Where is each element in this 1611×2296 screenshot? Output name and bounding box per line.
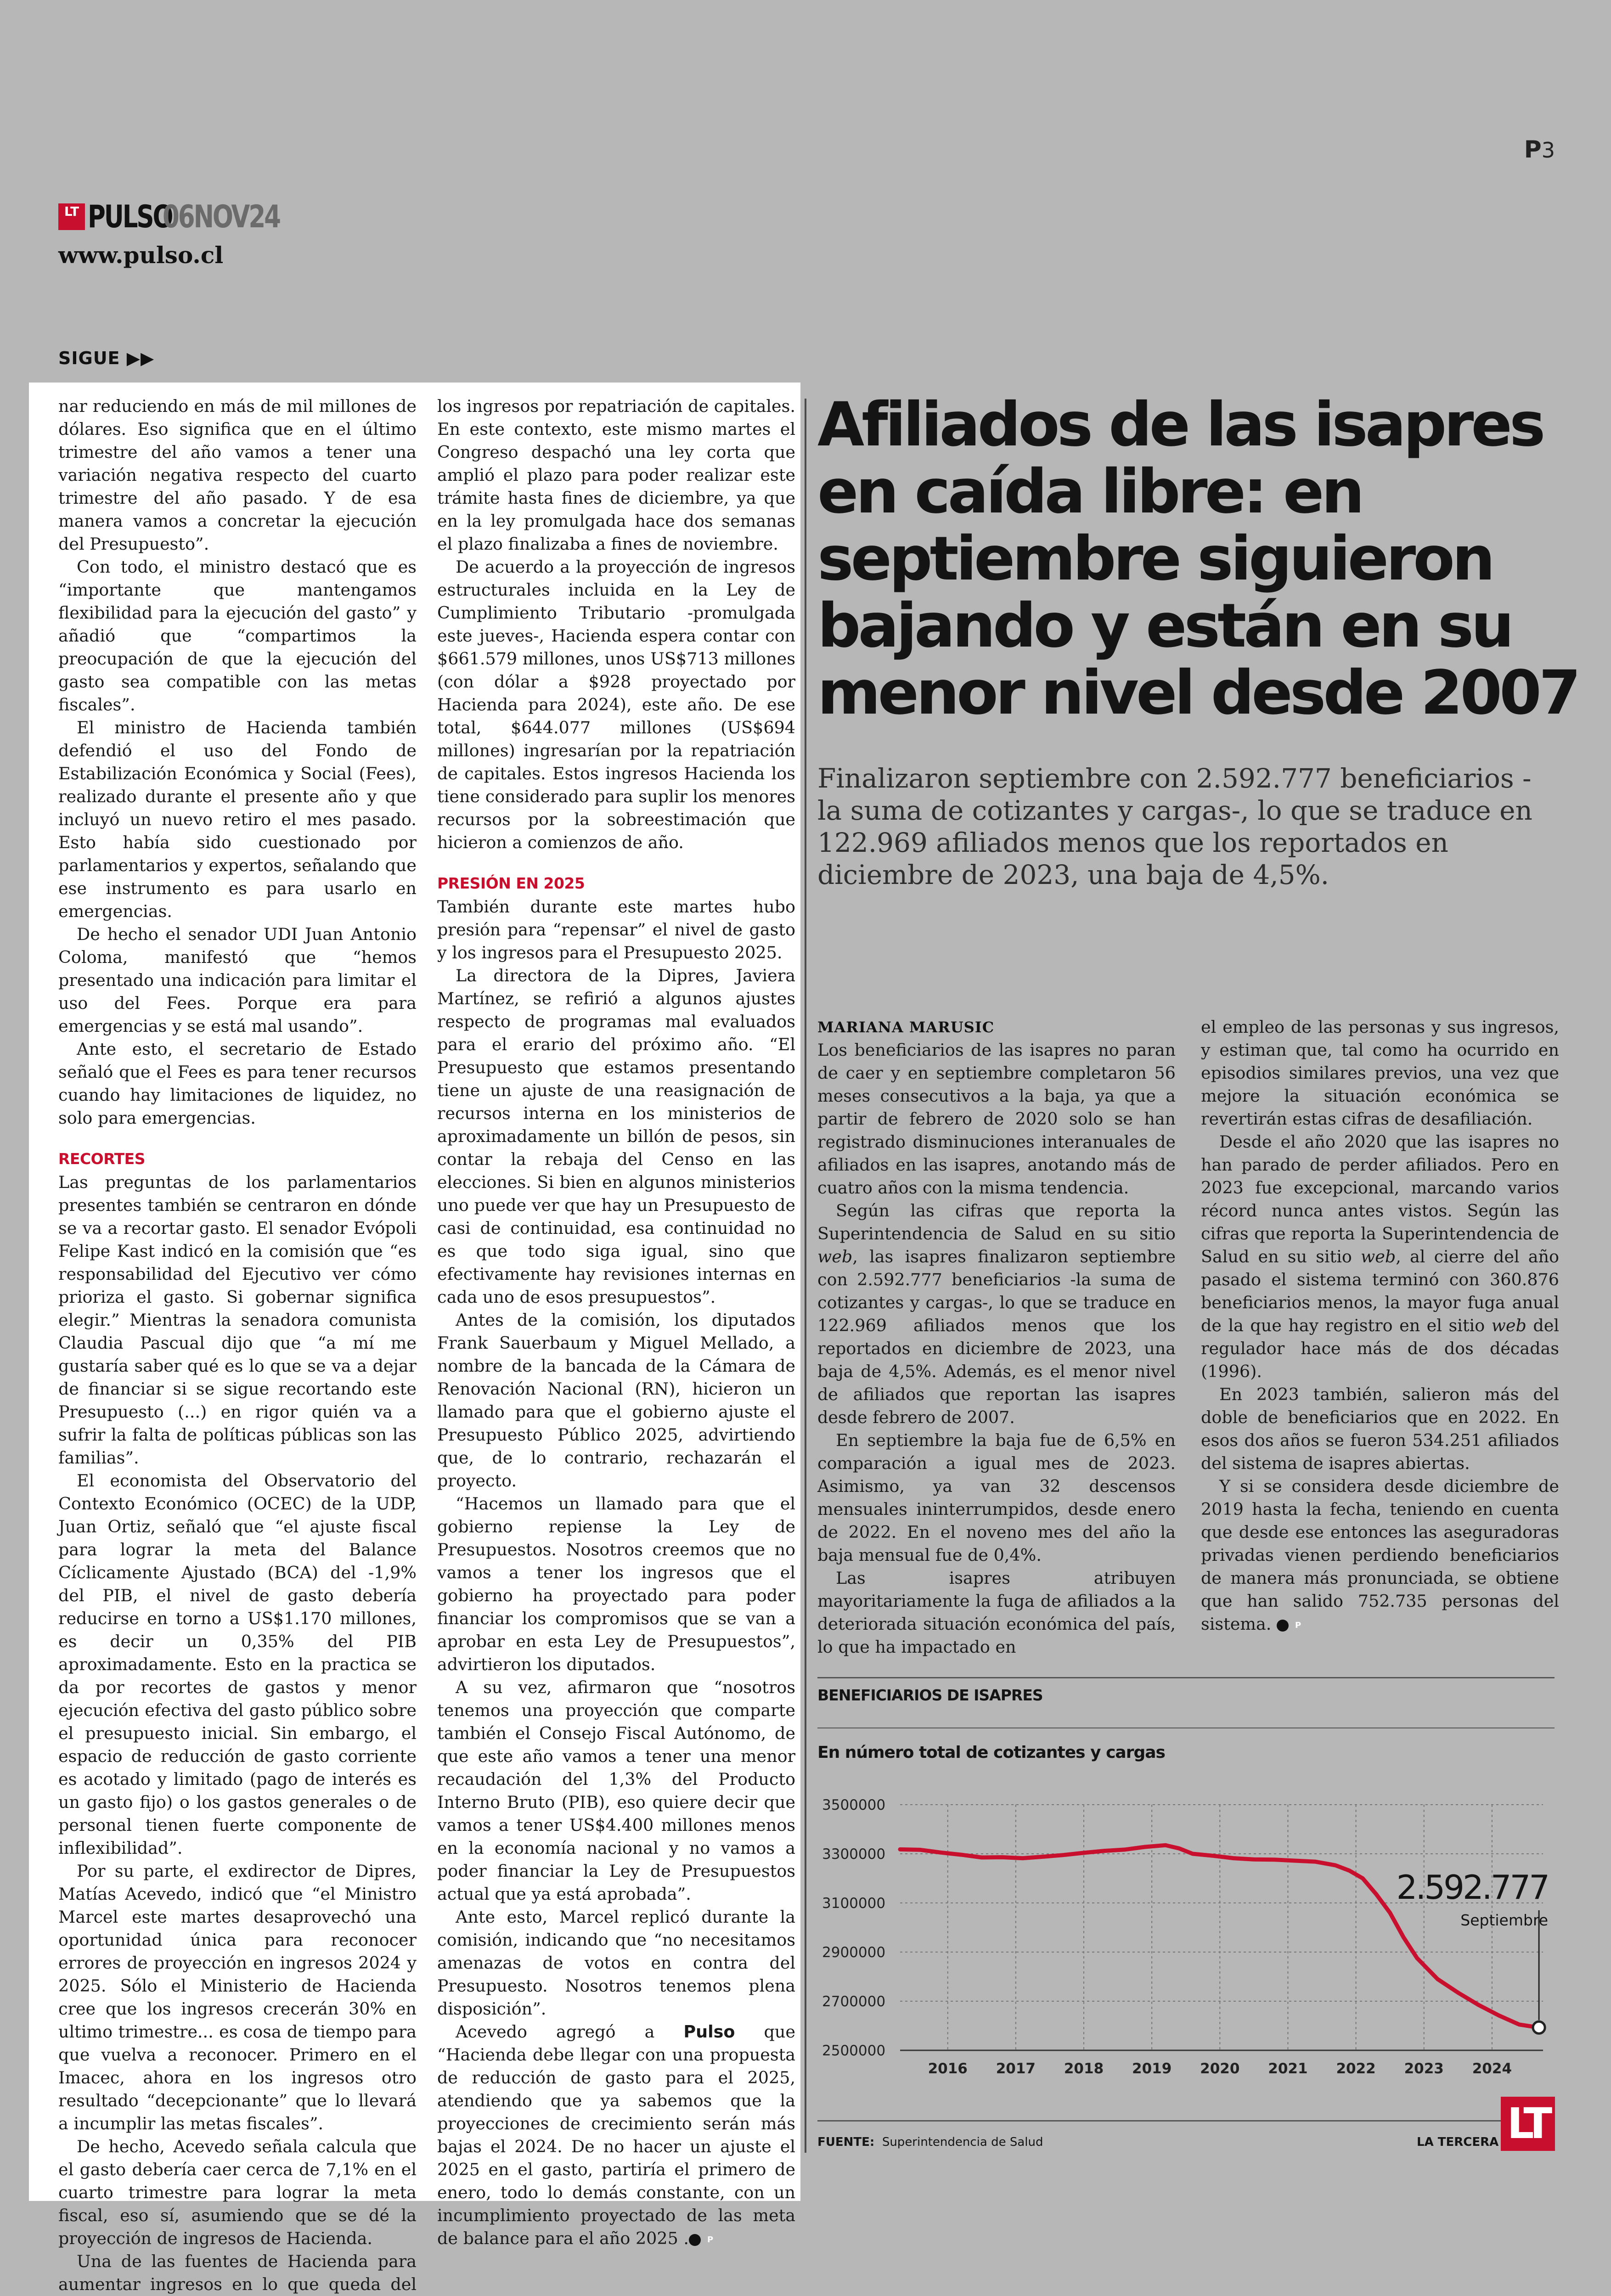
x-tick-label: 2022 — [1336, 2060, 1376, 2077]
paragraph: La directora de la Dipres, Javiera Martínez, se refirió a algunos ajustes respecto de programas mal evaluados para el erario del próximo año. “El Presupuesto que estamos presentando tiene un ajuste de una reasignación de recursos interna en los ministerios de aproximadamente un billón de pesos, sin contar la rebaja del Censo en las elecciones. Si bien en algunos ministerios uno puede ver que hay un Presupuesto de casi de continuidad, esa continuidad no es que todo siga igual, sino que efectivamente hay revisiones internas en cada uno de esos presupuestos”. — [437, 966, 795, 1307]
chart-source: FUENTE: Superintendencia de Salud — [817, 2135, 1043, 2149]
paragraph: Desde el año 2020 que las isapres no han parado de perder afiliados. Pero en 2023 fue excepcional, marcando varios récord nunca antes vistos. Según las cifras que reporta la Superintendencia de Salud en su sitio web, al cierre del año pasado el sistema terminó con 360.876 beneficiarios menos, la mayor fuga anual de la que hay registro en el sitio web del regulador hace más de dos décadas (1996). — [1201, 1132, 1559, 1381]
y-tick-label: 3500000 — [822, 1797, 886, 1813]
x-tick-label: 2023 — [1404, 2060, 1444, 2077]
left-article-column-1 — [58, 395, 417, 2296]
paragraph: Ante esto, el secretario de Estado señaló que el Fees es para tener recursos cuando hay limitaciones de liquidez, no solo para emergencias. — [58, 1039, 417, 1128]
paragraph: Ante esto, Marcel replicó durante la comisión, indicando que “no necesitamos amenazas de votos en contra del Presupuesto. Nosotros tenemos plena disposición”. — [437, 1907, 795, 2019]
annotation-value: 2.592.777 — [1396, 1868, 1549, 1907]
x-tick-label: 2016 — [928, 2060, 968, 2077]
chart-x-axis — [928, 2060, 1512, 2077]
paragraph: Por su parte, el exdirector de Dipres, Matías Acevedo, indicó que “el Ministro Marcel este martes desaprovechó una oportunidad única para reconocer errores de proyección en ingresos 2024 y 2025. Sólo el Ministerio de Hacienda cree que los ingresos crecerán 30% en ultimo trimestre... es cosa de tiempo para que vuelva a reconocer. Primero en el Imacec, ahora en los ingresos otro resultado “decepcionante” que lo llevará a incumplir las metas fiscales”. — [58, 1861, 417, 2133]
paragraph: nar reduciendo en más de mil millones de dólares. Eso significa que en el último trimestre del año vamos a tener una variación negativa respecto del cuarto trimestre del año pasado. Y de esa manera vamos a concretar la ejecución del Presupuesto”. — [58, 396, 417, 554]
byline: MARIANA MARUSIC — [817, 1019, 995, 1036]
masthead — [58, 198, 313, 235]
chart-title: BENEFICIARIOS DE ISAPRES — [817, 1686, 1043, 1704]
end-of-article-icon: P — [689, 2234, 701, 2246]
paragraph: A su vez, afirmaron que “nosotros tenemos una proyección que comparte también el Consejo Fiscal Autónomo, de que este año vamos a tener una menor recaudación del 1,3% del Producto Interno Bruto (PIB), eso quiere decir que vamos a tener US$4.400 millones menos en la economía nacional y no vamos a poder financiar la Ley de Presupuestos actual que ya está aprobada”. — [437, 1677, 795, 1904]
chart-gridlines — [900, 1805, 1543, 2050]
paragraph: Acevedo agregó a Pulso que “Hacienda debe llegar con una propuesta de reducción de gasto para el 2025, atendiendo que ya sabemos que la proyecciones de crecimiento serán más bajas el 2024. De no hacer un ajuste el 2025 en el gasto, partiría el primero de enero, todo lo demás constante, con un incumplimiento proyectado de las meta de balance para el año 2025 . P — [437, 2022, 795, 2248]
x-tick-label: 2017 — [996, 2060, 1036, 2077]
lt-badge-logo: LT — [58, 203, 85, 230]
x-tick-label: 2024 — [1472, 2060, 1512, 2077]
continues-flag: SIGUE ▶▶ — [58, 348, 155, 368]
brand-mention: Pulso — [683, 2022, 735, 2042]
isapres-line-chart — [817, 1782, 1557, 2089]
paragraph: Una de las fuentes de Hacienda para aumentar ingresos en lo que queda del — [58, 2251, 417, 2294]
paragraph: En 2023 también, salieron más del doble de beneficiarios que en 2022. En esos dos años se fueron 534.251 afiliados del sistema de isapres abiertas. — [1201, 1384, 1559, 1473]
issue-date: 06NOV24 — [163, 198, 280, 235]
page-number: P3 — [1524, 136, 1555, 163]
paragraph: Las preguntas de los parlamentarios presentes también se centraron en dónde se va a recortar gasto. El senador Evópoli Felipe Kast indicó en la comisión que “es responsabilidad del Ejecutivo ver cómo prioriza el gasto. Si gobernar significa elegir.” Mientras la senadora comunista Claudia Pascual dijo que “a mí me gustaría saber qué es lo que se va a dejar de financiar si se sigue recortando este Presupuesto (...) en rigor quién va a sufrir la falta de políticas públicas son las familias”. — [58, 1172, 417, 1468]
paragraph: Las isapres atribuyen mayoritariamente la fuga de afiliados a la deteriorada situación económica del país, lo que ha impactado en — [817, 1568, 1176, 1657]
paragraph: Según las cifras que reporta la Superintendencia de Salud en su sitio web, las isapres finalizaron septiembre con 2.592.777 beneficiarios -la suma de cotizantes y cargas-, lo que se traduce en 122.969 afiliados menos que los reportados en diciembre de 2023, una baja de 4,5%. Además, es el menor nivel de afiliados que reportan las isapres desde febrero de 2007. — [817, 1201, 1176, 1427]
last-point-marker — [1533, 2021, 1545, 2033]
x-tick-label: 2020 — [1200, 2060, 1240, 2077]
y-tick-label: 2700000 — [822, 1993, 886, 2010]
website-link[interactable]: www.pulso.cl — [58, 242, 224, 269]
headline: Afiliados de las isapres en caída libre: en septiembre siguieron bajando y están en su menor nivel desde 2007 — [817, 389, 1578, 728]
la-tercera-logo: LT — [1501, 2097, 1555, 2151]
paragraph: En septiembre la baja fue de 6,5% en comparación a igual mes de 2023. Asimismo, ya van 32 descensos mensuales ininterrumpidos, desde enero de 2022. En el noveno mes del año la baja mensual fue de 0,4%. — [817, 1430, 1176, 1565]
chart-subtitle: En número total de cotizantes y cargas — [817, 1743, 1165, 1762]
paragraph: “Hacemos un llamado para que el gobierno repiense la Ley de Presupuestos. Nosotros creemos que no vamos a tener los ingresos que el gobierno ha proyectado para poder financiar los compromisos que se van a aprobar en esta Ley de Presupuestos”, advirtieron los diputados. — [437, 1494, 795, 1674]
chart-bottom-rule — [817, 2120, 1555, 2122]
y-tick-label: 2900000 — [822, 1944, 886, 1961]
chart-top-rule — [817, 1677, 1555, 1678]
left-article-column-2 — [437, 395, 795, 2250]
main-article-column-1 — [817, 1039, 1176, 1659]
y-tick-label: 3100000 — [822, 1895, 886, 1912]
brand-name: PULSO — [88, 198, 172, 235]
x-tick-label: 2019 — [1132, 2060, 1172, 2077]
chart-y-axis — [822, 1797, 885, 2059]
y-tick-label: 2500000 — [822, 2043, 886, 2059]
paragraph: Con todo, el ministro destacó que es “importante que mantengamos flexibilidad para la ejecución del gasto” y añadió que “compartimos la preocupación de que la ejecución del gasto sea compatible con las metas fiscales”. — [58, 557, 417, 715]
paragraph: el empleo de las personas y sus ingresos, y estiman que, tal como ha ocurrido en episodios similares previos, una vez que mejore la situación económica se revertirán estas cifras de desafiliación. — [1201, 1017, 1559, 1129]
subheading-recortes: RECORTES — [58, 1150, 145, 1168]
chart-annotation — [1397, 1868, 1548, 2020]
paragraph: De acuerdo a la proyección de ingresos estructurales incluida en la Ley de Cumplimiento Tributario -promulgada este jueves-, Hacienda espera contar con $661.579 millones, unos US$713 millones (con dólar a $928 proyectado por Hacienda para 2024), este año. De ese total, $644.077 millones (US$694 millones) ingresarían por la repatriación de capitales. Estos ingresos Hacienda los tiene considerado para suplir los menores recursos por la sobreestimación que hicieron a comienzos de año. — [437, 557, 795, 852]
main-article-column-2 — [1201, 1016, 1559, 1636]
y-tick-label: 3300000 — [822, 1846, 886, 1863]
paragraph: El economista del Observatorio del Contexto Económico (OCEC) de la UDP, Juan Ortiz, señaló que “el ajuste fiscal para lograr la meta del Balance Cíclicamente Ajustado (BCA) del -1,9% del PIB, el nivel de gasto debería reducirse en torno a US$1.170 millones, es decir un 0,35% del PIB aproximadamente. Esto en la practica se da por recortes de gastos y menor ejecución efectiva del gasto público sobre el presupuesto inicial. Sin embargo, el espacio de reducción de gasto corriente es acotado y limitado (pago de interés es un gasto fijo) o los gastos generales o de personal tienen fuerte componente de inflexibilidad”. — [58, 1471, 417, 1858]
paragraph: los ingresos por repatriación de capitales. En este contexto, este mismo martes el Congreso despachó una ley corta que amplió el plazo para poder realizar este trámite hasta fines de diciembre, ya que en la ley promulgada hace dos semanas el plazo finalizaba a fines de noviembre. — [437, 396, 795, 554]
chart-credit: LA TERCERA — [1417, 2135, 1499, 2149]
x-tick-label: 2021 — [1268, 2060, 1308, 2077]
paragraph: El ministro de Hacienda también defendió el uso del Fondo de Estabilización Económica y Social (Fees), realizado durante el presente año y que incluyó un nuevo retiro el mes pasado. Esto había sido cuestionado por parlamentarios y expertos, señalando que ese instrumento es para usarlo en emergencias. — [58, 718, 417, 921]
paragraph: De hecho el senador UDI Juan Antonio Coloma, manifestó que “hemos presentado una indicación para limitar el uso del Fees. Porque era para emergencias y se está mal usando”. — [58, 924, 417, 1036]
paragraph: Los beneficiarios de las isapres no paran de caer y en septiembre completaron 56 meses consecutivos a la baja, ya que a partir de febrero de 2020 solo se han registrado disminuciones interanuales de afiliados en las isapres, anotando más de cuatro años con la misma tendencia. — [817, 1040, 1176, 1198]
deck-summary: Finalizaron septiembre con 2.592.777 beneficiarios -la suma de cotizantes y cargas-, lo que se traduce en 122.969 afiliados menos que los reportados en diciembre de 2023, una baja de 4,5%. — [817, 763, 1532, 890]
paragraph: De hecho, Acevedo señala calcula que el gasto debería caer cerca de 7,1% en el cuarto trimestre para lograr la meta fiscal, eso sí, asumiendo que se dé la proyección de ingresos de Hacienda. — [58, 2137, 417, 2248]
x-tick-label: 2018 — [1064, 2060, 1104, 2077]
paragraph: Y si se considera desde diciembre de 2019 hasta la fecha, teniendo en cuenta que desde ese entonces las aseguradoras privadas vienen perdiendo beneficiarios de manera más pronunciada, se obtiene que han salido 752.735 personas del sistema. P — [1201, 1476, 1559, 1634]
paragraph: Antes de la comisión, los diputados Frank Sauerbaum y Miguel Mellado, a nombre de la bancada de la Cámara de Renovación Nacional (RN), hicieron un llamado para que el gobierno ajuste el Presupuesto Público 2025, advirtiendo que, de lo contrario, rechazarán el proyecto. — [437, 1310, 795, 1491]
end-of-article-icon: P — [1277, 1620, 1289, 1632]
column-divider — [805, 399, 806, 2153]
annotation-label: Septiembre — [1460, 1911, 1549, 1929]
subheading-presion-2025: PRESIÓN EN 2025 — [437, 874, 585, 892]
paragraph: También durante este martes hubo presión para “repensar” el nivel de gasto y los ingresos para el Presupuesto 2025. — [437, 897, 795, 962]
